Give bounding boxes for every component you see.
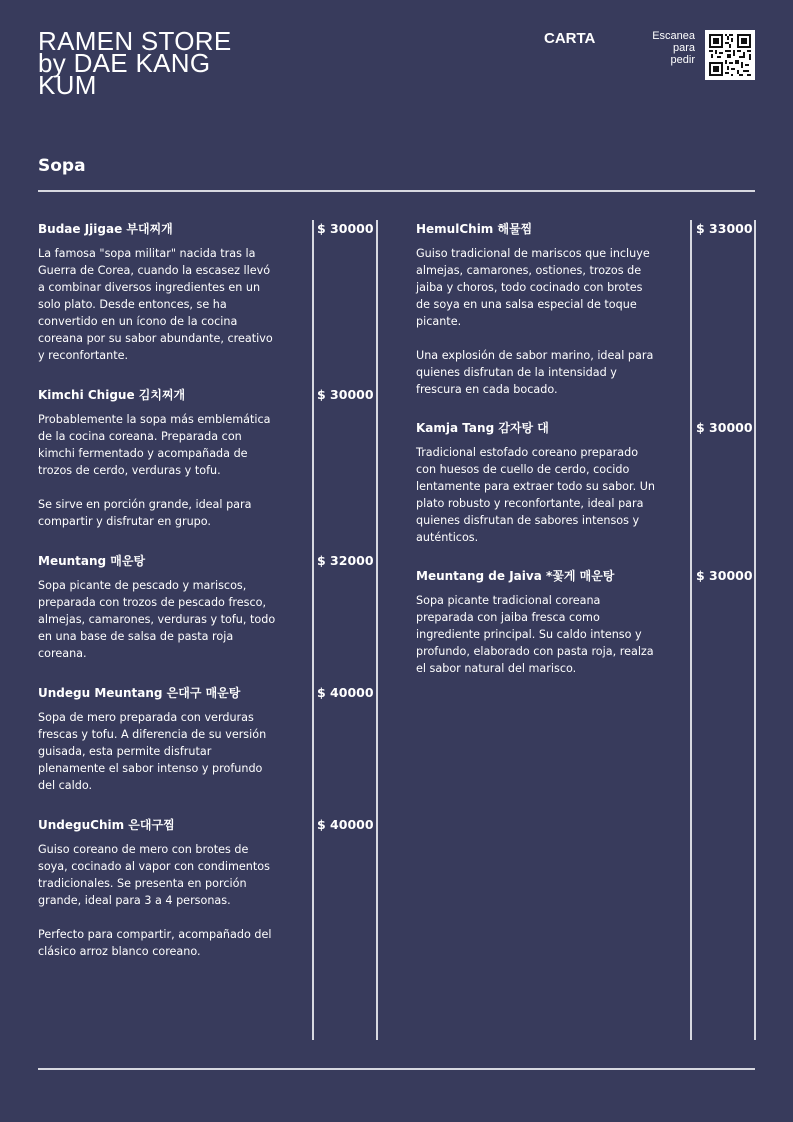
- item-price: $ 30000: [317, 221, 374, 236]
- item-description-text: Perfecto para compartir, acompañado del clásico arroz blanco coreano.: [38, 928, 272, 958]
- menu-item: [38, 817, 378, 960]
- bottom-divider: [38, 1068, 755, 1070]
- item-description-text: La famosa "sopa militar" nacida tras la Guerra de Corea, cuando la escasez llevó a combinar diversos ingredientes en un solo plato. Desde entonces, se ha convertido en un ícono de la cocina coreana por su sabor abundante, creativo y reconfortante.: [38, 247, 273, 362]
- item-description: [416, 592, 656, 677]
- item-description-text: Guiso tradicional de mariscos que incluye almejas, camarones, ostiones, trozos de jaiba y choros, todo cocinado con brotes de soya en una salsa especial de toque picante.: [416, 247, 650, 328]
- menu-item: [38, 387, 378, 530]
- menu-column-right: [416, 221, 756, 699]
- scan-to-order-text: [625, 30, 695, 66]
- brand-line: RAMEN STORE: [38, 26, 232, 56]
- menu-item: [38, 553, 378, 662]
- item-description: [38, 841, 278, 960]
- item-name: HemulChim 해물찜: [416, 222, 533, 236]
- brand-line: by DAE KANG: [38, 48, 211, 78]
- item-price: $ 30000: [696, 568, 753, 583]
- menu-item: [416, 568, 756, 677]
- top-divider: [38, 190, 755, 192]
- item-price: $ 33000: [696, 221, 753, 236]
- item-description-text: Probablemente la sopa más emblemática de la cocina coreana. Preparada con kimchi fermentado y acompañada de trozos de cerdo, verduras y tofu.: [38, 413, 271, 477]
- item-description-text: Se sirve en porción grande, ideal para compartir y disfrutar en grupo.: [38, 498, 252, 528]
- item-description: [38, 709, 278, 794]
- qr-code-icon[interactable]: [705, 30, 755, 80]
- item-description: [38, 245, 278, 364]
- item-description-text: Sopa de mero preparada con verduras frescas y tofu. A diferencia de su versión guisada, esta permite disfrutar plenamente el sabor intenso y profundo del caldo.: [38, 711, 267, 792]
- brand-logo: [38, 26, 232, 100]
- menu-item: [38, 685, 378, 794]
- brand-line: KUM: [38, 70, 97, 100]
- item-name: Kimchi Chigue 김치찌개: [38, 388, 186, 402]
- item-description: [416, 444, 656, 546]
- item-price: $ 30000: [317, 387, 374, 402]
- item-description: [38, 577, 278, 662]
- item-name: Kamja Tang 감자탕 대: [416, 421, 549, 435]
- scan-line: para: [672, 42, 695, 54]
- scan-line: Escanea: [652, 30, 695, 42]
- menu-item: [416, 420, 756, 546]
- item-name: Undegu Meuntang 은대구 매운탕: [38, 686, 241, 700]
- item-description: [38, 411, 278, 530]
- menu-label: CARTA: [544, 30, 596, 47]
- menu-column-left: [38, 221, 378, 983]
- item-price: $ 32000: [317, 553, 374, 568]
- item-price: $ 40000: [317, 817, 374, 832]
- item-price: $ 30000: [696, 420, 753, 435]
- item-name: Meuntang 매운탕: [38, 554, 146, 568]
- item-price: $ 40000: [317, 685, 374, 700]
- section-title: Sopa: [38, 156, 86, 176]
- item-description-text: Guiso coreano de mero con brotes de soya, cocinado al vapor con condimentos tradicionales. Se presenta en porción grande, ideal para 3 a 4 personas.: [38, 843, 270, 907]
- item-description: [416, 245, 656, 398]
- item-name: Meuntang de Jaiva *꽃게 매운탕: [416, 569, 615, 583]
- item-description-text: Tradicional estofado coreano preparado con huesos de cuello de cerdo, cocido lentamente para extraer todo su sabor. Un plato robusto y reconfortante, ideal para quienes disfrutan de sabores intensos y auténticos.: [416, 446, 655, 544]
- scan-line: pedir: [670, 54, 695, 66]
- menu-item: [416, 221, 756, 398]
- item-description-text: Sopa picante de pescado y mariscos, preparada con trozos de pescado fresco, almejas, camarones, verduras y tofu, todo en una base de salsa de pasta roja coreana.: [38, 579, 276, 660]
- item-name: UndeguChim 은대구찜: [38, 818, 175, 832]
- menu-item: [38, 221, 378, 364]
- item-description-text: Sopa picante tradicional coreana preparada con jaiba fresca como ingrediente principal. Su caldo intenso y profundo, elaborado con pasta roja, realza el sabor natural del marisco.: [416, 594, 654, 675]
- item-name: Budae Jjigae 부대찌개: [38, 222, 173, 236]
- item-description-text: Una explosión de sabor marino, ideal para quienes disfrutan de la intensidad y frescura en cada bocado.: [416, 349, 654, 396]
